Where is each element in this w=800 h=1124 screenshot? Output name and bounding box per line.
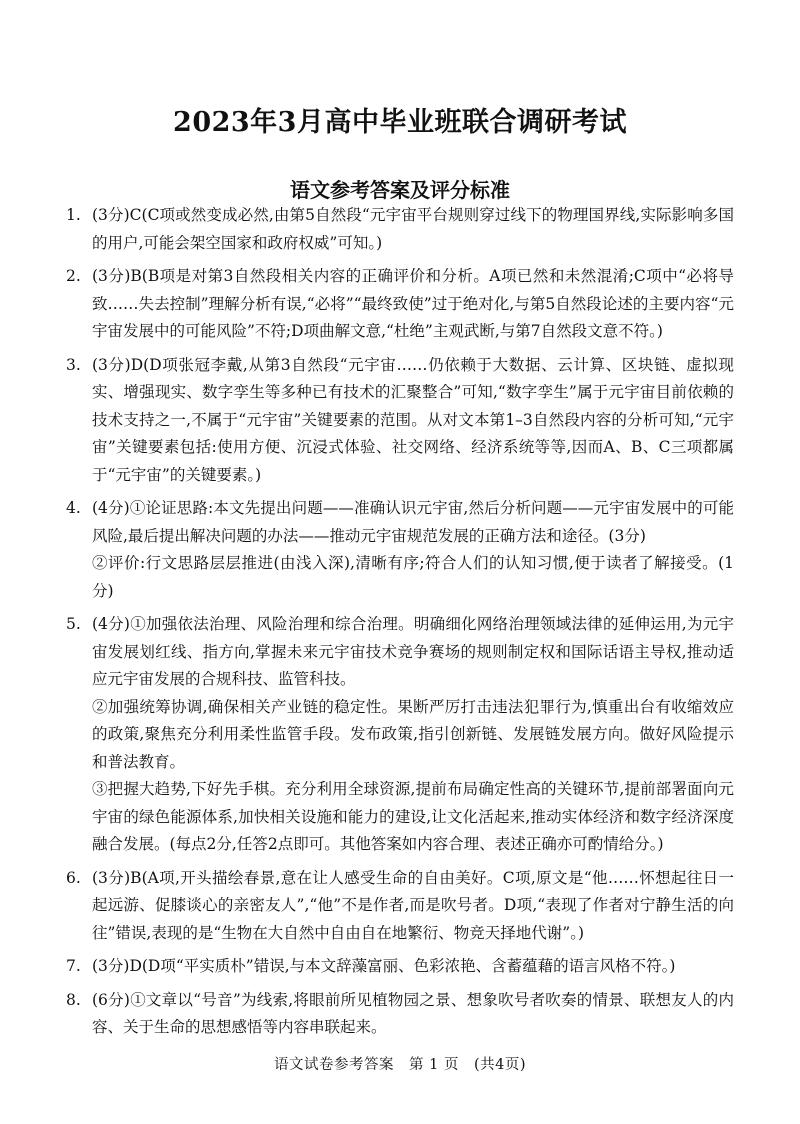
answer-number: 8. [66, 990, 81, 1009]
answer-item [66, 611, 734, 859]
answer-number: 1. [66, 206, 81, 224]
answer-paragraph: (6分)①文章以“号音”为线索,将眼前所见植物园之景、想象吹号者吹奏的情景、联想友人的内容、关于生命的思想感悟等内容串联起来。 [92, 990, 734, 1036]
answer-paragraph: (3分)B(A项,开头描绘春景,意在让人感受生命的自由美好。C项,原文是“他……怀想起往日一起远游、促膝谈心的亲密友人”,“他”不是作者,而是吹号者。D项,“表现了作者对宁静生活的向往”错误,表现的是“生物在大自然中自由自在地繁衍、物竞天择地代谢”。) [92, 868, 734, 942]
answer-item [66, 202, 734, 257]
answer-item [66, 987, 734, 1042]
answer-paragraph: (3分)B(B项是对第3自然段相关内容的正确评价和分析。A项已然和未然混淆;C项中“必将导致……失去控制”理解分析有误,“必将”“最终致使”过于绝对化,与第5自然段论述的主要内容“元宇宙发展中的可能风险”不符;D项曲解文意,“杜绝”主观武断,与第7自然段文意不符。) [92, 267, 734, 340]
answer-item [66, 865, 734, 948]
answer-list [66, 202, 734, 1048]
page-subtitle: 语文参考答案及评分标准 [290, 178, 510, 202]
answer-paragraph: (3分)D(D项张冠李戴,从第3自然段“元宇宙……仍依赖于大数据、云计算、区块链、虚拟现实、增强现实、数字孪生等多种已有技术的汇聚整合”可知,“数字孪生”属于元宇宙目前依赖的技术支持之一,不属于“元宇宙”关键要素的范围。从对文本第1–3自然段内容的分析可知,“元宇宙”关键要素包括:使用方便、沉浸式体验、社交网络、经济系统等等,因而A、B、C三项都属于“元宇宙”的关键要素。) [92, 355, 734, 484]
page-title: 2023年3月高中毕业班联合调研考试 [173, 107, 627, 138]
answer-item [66, 953, 734, 981]
answer-number: 2. [66, 267, 81, 285]
answer-paragraph: (3分)C(C项或然变成必然,由第5自然段“元宇宙平台规则穿过线下的物理国界线,实际影响多国的用户,可能会架空国家和政府权威”可知。) [92, 206, 734, 252]
answer-number: 4. [66, 499, 81, 517]
answer-number: 6. [66, 868, 81, 887]
answer-number: 7. [66, 957, 81, 975]
answer-paragraph: ③把握大趋势,下好先手棋。充分利用全球资源,提前布局确定性高的关键环节,提前部署面向元宇宙的绿色能源体系,加快相关设施和能力的建设,让文化活起来,推动实体经济和数字经济深度融合发展。(每点2分,任答2点即可。其他答案如内容合理、表述正确亦可酌情给分。) [92, 780, 734, 853]
answer-number: 3. [66, 355, 81, 374]
answer-item [66, 263, 734, 346]
answer-paragraph: (4分)①论证思路:本文先提出问题——准确认识元宇宙,然后分析问题——元宇宙发展中的可能风险,最后提出解决问题的办法——推动元宇宙规范发展的正确方法和途径。(3分) [92, 499, 734, 545]
answer-paragraph: (4分)①加强依法治理、风险治理和综合治理。明确细化网络治理领域法律的延伸运用,为元宇宙发展划红线、指方向,掌握未来元宇宙技术竞争赛场的规则制定权和国际话语主导权,推动适应元宇宙发展的合规科技、监管科技。 [92, 615, 734, 688]
answer-paragraph: ②评价:行文思路层层推进(由浅入深),清晰有序;符合人们的认知习惯,便于读者了解接受。(1分) [92, 554, 734, 600]
answer-item [66, 495, 734, 605]
page-footer: 语文试卷参考答案 第 1 页 (共4页) [274, 1057, 526, 1073]
answer-paragraph: ②加强统筹协调,确保相关产业链的稳定性。果断严厉打击违法犯罪行为,慎重出台有收缩效应的政策,聚焦充分利用柔性监管手段。发布政策,指引创新链、发展链发展方向。做好风险提示和普法教育。 [92, 697, 734, 771]
answer-paragraph: (3分)D(D项“平实质朴”错误,与本文辞藻富丽、色彩浓艳、含蓄蕴藉的语言风格不符。) [92, 957, 676, 975]
answer-number: 5. [66, 615, 81, 633]
answer-item [66, 352, 734, 490]
